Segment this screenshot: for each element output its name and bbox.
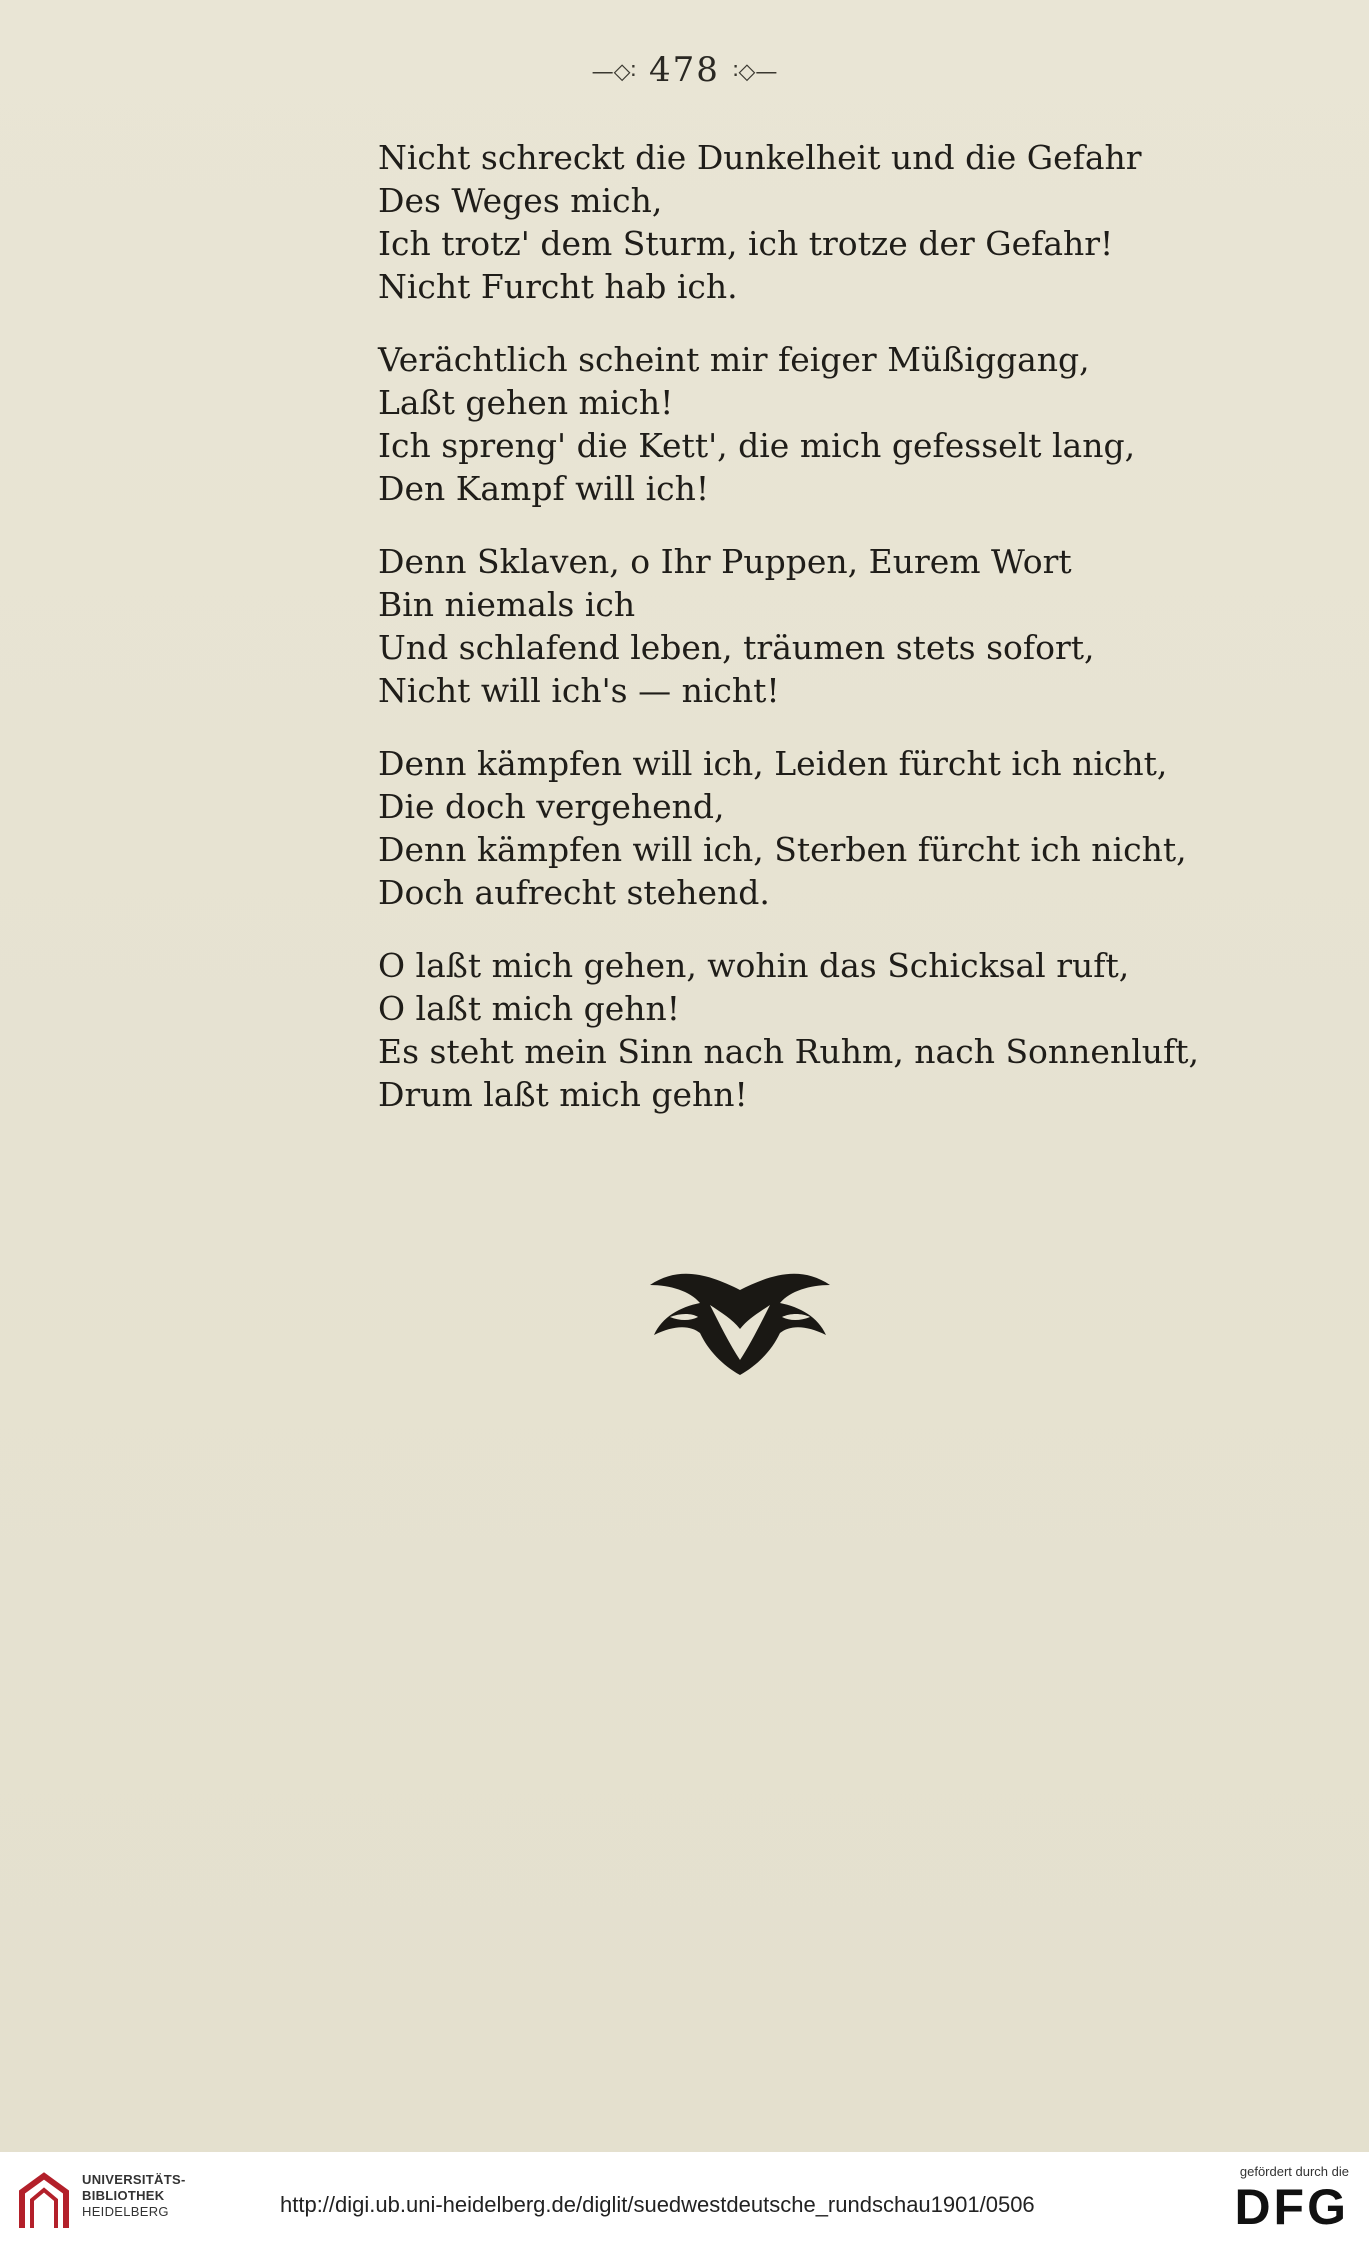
- poem-line: O laßt mich gehn!: [378, 989, 681, 1028]
- stanza-1: [378, 136, 1278, 308]
- poem-line: Ich trotz' dem Sturm, ich trotze der Gefahr!: [378, 224, 1114, 263]
- poem-line: Des Weges mich,: [378, 181, 663, 220]
- stanza-5: [378, 944, 1278, 1116]
- poem-line: Nicht Furcht hab ich.: [378, 267, 738, 306]
- poem-line: Denn Sklaven, o Ihr Puppen, Eurem Wort: [378, 542, 1072, 581]
- header-ornament-right: ∶◇—: [732, 59, 778, 85]
- poem-line: Verächtlich scheint mir feiger Müßiggang,: [378, 340, 1090, 379]
- page-header: [0, 50, 1369, 90]
- stanza-4: [378, 742, 1278, 914]
- funding-text: gefördert durch die: [1239, 2164, 1349, 2179]
- stanza-3: [378, 540, 1278, 712]
- poem-line: Bin niemals ich: [378, 585, 636, 624]
- poem-line: Nicht schreckt die Dunkelheit und die Gefahr: [378, 138, 1142, 177]
- poem-line: Ich spreng' die Kett', die mich gefesselt lang,: [378, 426, 1136, 465]
- poem-line: Die doch vergehend,: [378, 787, 725, 826]
- source-url-link[interactable]: http://digi.ub.uni-heidelberg.de/diglit/suedwestdeutsche_rundschau1901/0506: [280, 2192, 1035, 2217]
- dfg-credit: [1209, 2164, 1349, 2235]
- library-name: [82, 2172, 186, 2220]
- stanza-2: [378, 338, 1278, 510]
- poem: [378, 136, 1278, 1146]
- poem-line: Denn kämpfen will ich, Sterben fürcht ich nicht,: [378, 830, 1187, 869]
- poem-line: Drum laßt mich gehn!: [378, 1075, 748, 1114]
- poem-line: Den Kampf will ich!: [378, 469, 710, 508]
- page-number: 478: [649, 50, 720, 90]
- poem-line: Laßt gehen mich!: [378, 383, 674, 422]
- poem-line: Doch aufrecht stehend.: [378, 873, 770, 912]
- art-nouveau-vignette-icon: [640, 1255, 840, 1380]
- library-name-line3: HEIDELBERG: [82, 2204, 169, 2219]
- library-name-line2: BIBLIOTHEK: [82, 2188, 165, 2203]
- dfg-logo: DFG: [1234, 2179, 1349, 2235]
- poem-line: Es steht mein Sinn nach Ruhm, nach Sonnenluft,: [378, 1032, 1199, 1071]
- poem-line: Nicht will ich's — nicht!: [378, 671, 780, 710]
- poem-line: O laßt mich gehen, wohin das Schicksal ruft,: [378, 946, 1130, 985]
- poem-line: Denn kämpfen will ich, Leiden fürcht ich nicht,: [378, 744, 1168, 783]
- header-ornament-left: —◇∶: [591, 59, 637, 85]
- footer: [0, 2152, 1369, 2256]
- poem-line: Und schlafend leben, träumen stets sofort,: [378, 628, 1095, 667]
- library-name-line1: UNIVERSITÄTS-: [82, 2172, 186, 2187]
